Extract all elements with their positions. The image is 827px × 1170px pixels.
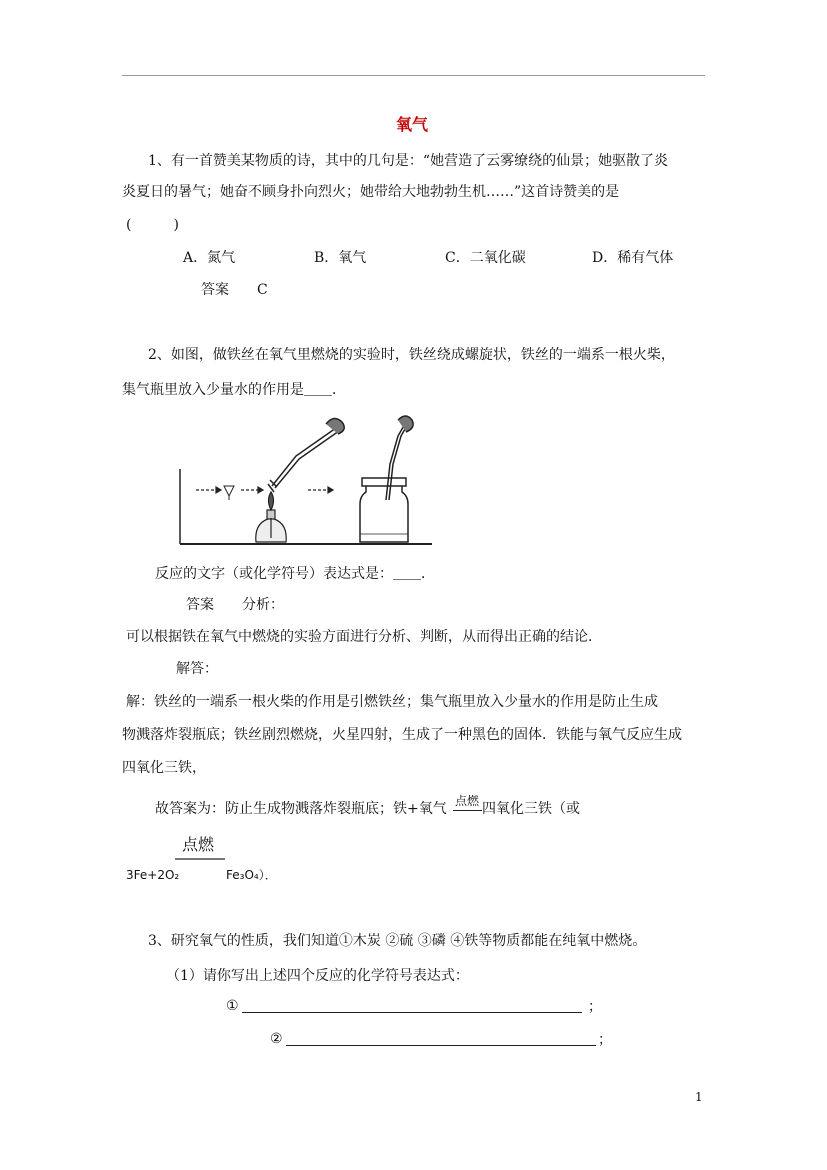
q3-blank2-end: ； (598, 1032, 612, 1048)
arrow-icon (196, 487, 221, 493)
crucible-tongs-icon (386, 416, 413, 500)
q2-analysis: 可以根据铁在氧气中燃烧的实验方面进行分析、判断，从而得出正确的结论． (126, 629, 602, 645)
q1-answer: 答案 C (201, 282, 268, 298)
q1-option-c: C．二氧化碳 (445, 250, 526, 266)
q1-line1: 1、有一首赞美某物质的诗，其中的几句是：“她营造了云雾缭绕的仙景；她驱散了炎 (148, 153, 669, 169)
q3-blank1-line (242, 1012, 582, 1013)
equation-condition: 点燃 (182, 835, 215, 854)
q2-line1: 2、如图，做铁丝在氧气里燃烧的实验时，铁丝绕成螺旋状，铁丝的一端系一根火柴， (148, 347, 675, 363)
alcohol-lamp-icon (256, 492, 286, 542)
equation-left: 3Fe+2O₂ (126, 868, 180, 882)
page-number: 1 (695, 1090, 703, 1104)
q1-paren: ( ) (126, 217, 179, 233)
q2-line2: 集气瓶里放入少量水的作用是＿＿． (122, 382, 346, 398)
q3-blank2-line (286, 1045, 596, 1046)
iron-coil-icon (224, 486, 234, 500)
experiment-figure (176, 414, 434, 548)
q3-blank1-label: ① (226, 998, 239, 1014)
q2-solution-line3: 四氧化三铁， (122, 760, 206, 776)
q2-solution-label: 解答： (176, 661, 218, 677)
equation-arrow-line (175, 858, 225, 860)
q1-option-a: A．氮气 (183, 250, 236, 266)
q2-solution-line1: 解：铁丝的一端系一根火柴的作用是引燃铁丝；集气瓶里放入少量水的作用是防止生成 (126, 694, 658, 710)
gas-jar-icon (360, 478, 408, 542)
page-title: 氧气 (396, 115, 429, 134)
arrow-icon (308, 487, 333, 493)
q3-line2: （1）请你写出上述四个反应的化学符号表达式： (166, 968, 469, 984)
q3-blank1-end: ； (588, 999, 602, 1015)
reaction-arrow-line (453, 810, 482, 811)
q1-option-b: B．氧气 (314, 250, 367, 266)
q2-final-suffix: 四氧化三铁（或 (482, 801, 580, 817)
header-rule (122, 75, 705, 76)
q3-blank2-label: ② (270, 1031, 283, 1047)
equation-right: Fe₃O₄）． (226, 868, 277, 882)
q2-solution-line2: 物溅落炸裂瓶底；铁丝剧烈燃烧，火星四射，生成了一种黑色的固体．铁能与氧气反应生成 (122, 727, 682, 743)
q2-final-prefix: 故答案为：防止生成物溅落炸裂瓶底；铁+氧气 (155, 801, 447, 817)
q2-answer-label: 答案 分析： (186, 597, 284, 613)
q2-expression-prompt: 反应的文字（或化学符号）表达式是：＿＿． (155, 566, 435, 582)
reaction-condition: 点燃 (455, 794, 480, 808)
q1-line2: 炎夏日的暑气；她奋不顾身扑向烈火；她带给大地勃勃生机……”这首诗赞美的是 (122, 184, 620, 200)
arrow-icon (241, 487, 263, 493)
crucible-tongs-icon (268, 418, 344, 492)
q1-option-d: D．稀有气体 (592, 250, 674, 266)
q3-line1: 3、研究氧气的性质，我们知道①木炭 ②硫 ③磷 ④铁等物质都能在纯氧中燃烧。 (148, 933, 647, 949)
